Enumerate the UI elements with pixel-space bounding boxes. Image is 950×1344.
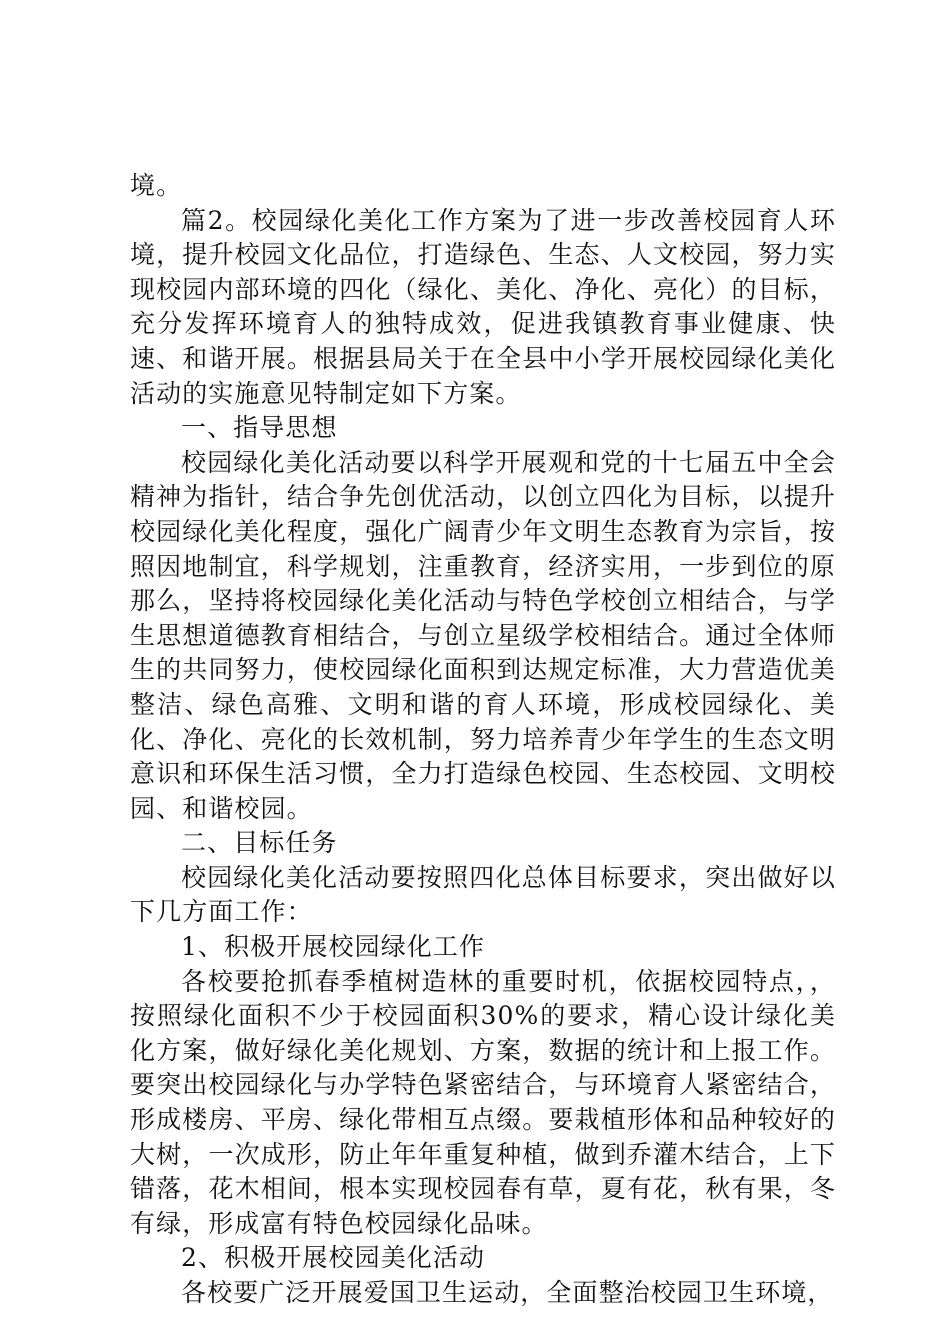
section-heading-goals: 二、目标任务 [181,828,338,858]
paragraph-greening: 各校要抢抓春季植树造林的重要时机，依据校园特点，，按照绿化面积不少于校园面积30%的要求，精心设计绿化美化方案，做好绿化美化规划、方案，数据的统计和上报工作。要突出校园绿化与办学特色紧密结合，与环境育人紧密结合，形成楼房、平房、绿化带相互点缀。要栽植形体和品种较好的大树，一次成形，防止年年重复种植，做到乔灌木结合，上下错落，花木相间，根本实现校园春有草，夏有花，秋有果，冬有绿，形成富有特色校园绿化品味。 [130,966,836,1238]
subheading-beautification: 2、积极开展校园美化活动 [181,1243,486,1273]
section-heading-guiding-thought: 一、指导思想 [181,413,338,443]
paragraph-goals: 校园绿化美化活动要按照四化总体目标要求，突出做好以下几方面工作： [130,862,836,927]
paragraph-continuation: 境。 [130,171,183,200]
paragraph-intro: 篇2。校园绿化美化工作方案为了进一步改善校园育人环境，提升校园文化品位，打造绿色、生态、人文校园，努力实现校园内部环境的四化（绿化、美化、净化、亮化）的目标，充分发挥环境育人的独特成效，促进我镇教育事业健康、快速、和谐开展。根据县局关于在全县中小学开展校园绿化美化活动的实施意见特制定如下方案。 [130,205,836,408]
paragraph-guiding-thought: 校园绿化美化活动要以科学开展观和党的十七届五中全会精神为指针，结合争先创优活动，以创立四化为目标，以提升校园绿化美化程度，强化广阔青少年文明生态教育为宗旨，按照因地制宜，科学规划，注重教育，经济实用，一步到位的原那么，坚持将校园绿化美化活动与特色学校创立相结合，与学生思想道德教育相结合，与创立星级学校相结合。通过全体师生的共同努力，使校园绿化面积到达规定标准，大力营造优美整洁、绿色高雅、文明和谐的育人环境，形成校园绿化、美化、净化、亮化的长效机制，努力培养青少年学生的生态文明意识和环保生活习惯，全力打造绿色校园、生态校园、文明校园、和谐校园。 [130,447,836,823]
subheading-greening: 1、积极开展校园绿化工作 [181,932,486,962]
paragraph-beautification: 各校要广泛开展爱国卫生运动，全面整治校园卫生环境， [181,1278,834,1307]
document-body [130,169,836,1311]
